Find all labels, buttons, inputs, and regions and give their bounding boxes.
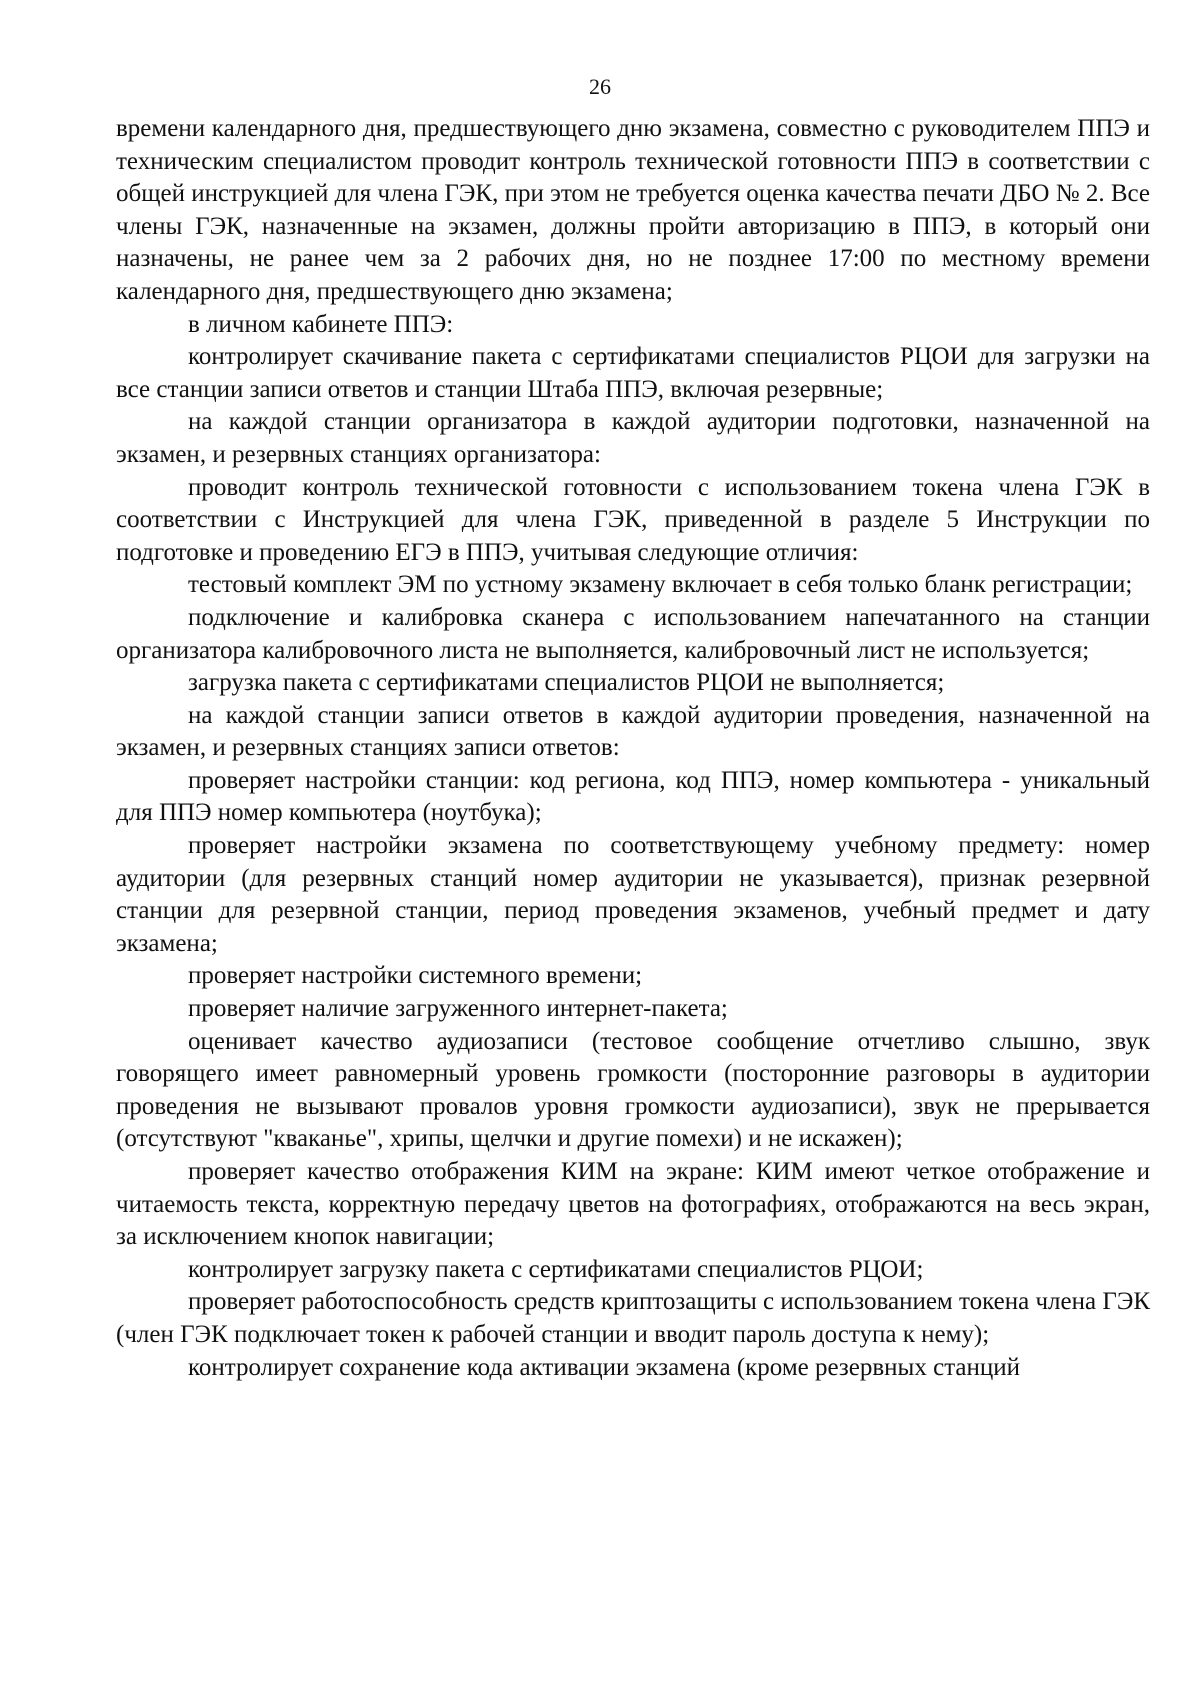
paragraph: подключение и калибровка сканера с использованием напечатанного на станции организатора калибровочного листа не выполняется, калибровочный лист не используется;: [116, 603, 1150, 664]
paragraph: оценивает качество аудиозаписи (тестовое сообщение отчетливо слышно, звук говорящего имеет равномерный уровень громкости (посторонние разговоры в аудитории проведения не вызывают провалов уровня громкости аудиозаписи), звук не прерывается (отсутствуют "кваканье", хрипы, щелчки и другие помехи) и не искажен);: [116, 1027, 1150, 1153]
paragraph: проверяет работоспособность средств криптозащиты с использованием токена члена ГЭК (член ГЭК подключает токен к рабочей станции и вводит пароль доступа к нему);: [116, 1288, 1150, 1348]
paragraph: контролирует загрузку пакета с сертификатами специалистов РЦОИ;: [188, 1255, 924, 1283]
paragraph: проводит контроль технической готовности с использованием токена члена ГЭК в соответствии с Инструкцией для члена ГЭК, приведенной в разделе 5 Инструкции по подготовке и проведению ЕГЭ в ППЭ, учитывая следующие отличия:: [116, 473, 1150, 566]
paragraph: контролирует сохранение кода активации экзамена (кроме резервных станций: [188, 1353, 1021, 1381]
paragraph: на каждой станции организатора в каждой аудитории подготовки, назначенной на экзамен, и резервных станциях организатора:: [116, 408, 1150, 468]
paragraph: проверяет настройки экзамена по соответствующему учебному предмету: номер аудитории (для резервных станций номер аудитории не указывается), признак резервной станции для резервной станции, период проведения экзаменов, учебный предмет и дату экзамена;: [116, 832, 1150, 957]
document-body: [116, 113, 1150, 1384]
paragraph: проверяет настройки системного времени;: [188, 962, 643, 990]
page-number: 26: [589, 74, 611, 99]
paragraph: тестовый комплект ЭМ по устному экзамену включает в себя только бланк регистрации;: [188, 571, 1133, 599]
paragraph: проверяет качество отображения КИМ на экране: КИМ имеют четкое отображение и читаемость текста, корректную передачу цветов на фотографиях, отображаются на весь экран, за исключением кнопок навигации;: [116, 1158, 1150, 1251]
paragraph: загрузка пакета с сертификатами специалистов РЦОИ не выполняется;: [188, 669, 945, 697]
paragraph: проверяет настройки станции: код региона, код ППЭ, номер компьютера - уникальный для ППЭ номер компьютера (ноутбука);: [116, 766, 1150, 827]
paragraph: в личном кабинете ППЭ:: [188, 310, 454, 338]
paragraph: на каждой станции записи ответов в каждой аудитории проведения, назначенной на экзамен, и резервных станциях записи ответов:: [116, 701, 1150, 762]
paragraph: времени календарного дня, предшествующего дню экзамена, совместно с руководителем ППЭ и техническим специалистом проводит контроль технической готовности ППЭ в соответствии с общей инструкцией для члена ГЭК, при этом не требуется оценка качества печати ДБО № 2. Все члены ГЭК, назначенные на экзамен, должны пройти авторизацию в ППЭ, в который они назначены, не ранее чем за 2 рабочих дня, но не позднее 17:00 по местному времени календарного дня, предшествующего дню экзамена;: [116, 115, 1150, 305]
paragraph: контролирует скачивание пакета с сертификатами специалистов РЦОИ для загрузки на все станции записи ответов и станции Штаба ППЭ, включая резервные;: [116, 343, 1150, 403]
paragraph: проверяет наличие загруженного интернет-пакета;: [188, 995, 728, 1023]
